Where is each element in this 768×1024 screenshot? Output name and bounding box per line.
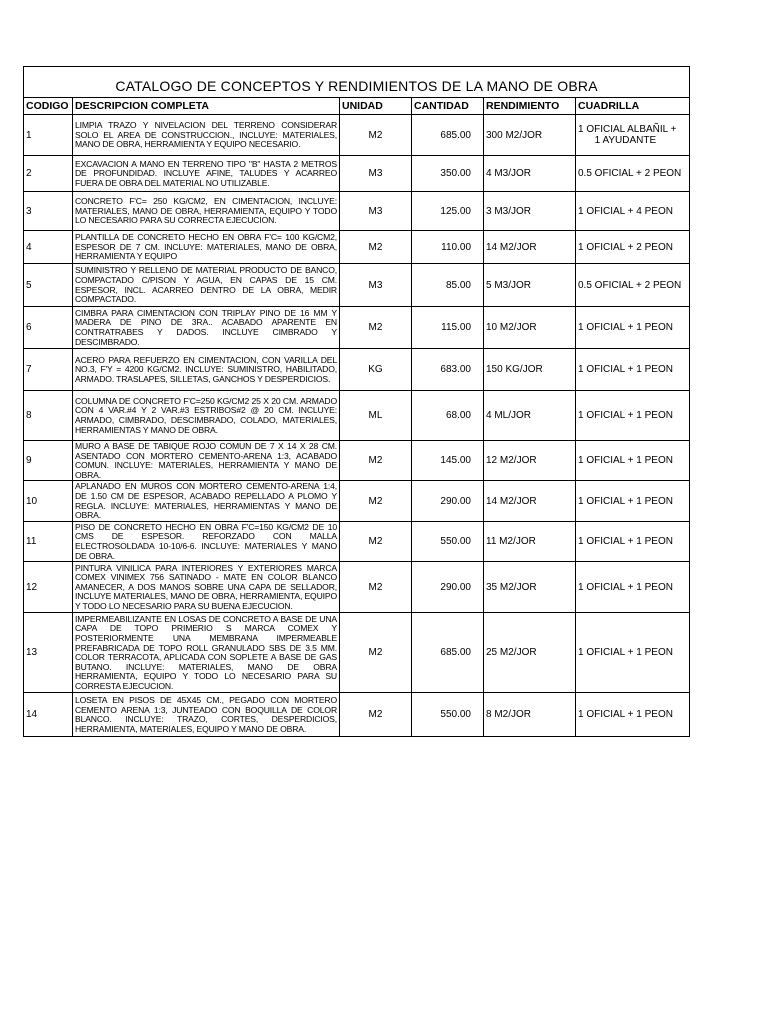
table-row <box>24 264 690 307</box>
table-row <box>24 156 690 192</box>
row-cuadrilla: 0.5 OFICIAL + 2 PEON <box>576 264 690 307</box>
row-rendimiento: 3 M3/JOR <box>484 192 576 231</box>
row-descripcion: APLANADO EN MUROS CON MORTERO CEMENTO-ARENA 1:4, DE 1.50 CM DE ESPESOR, ACABADO REPELLADO A PLOMO Y REGLA. INCLUYE: MATERIALES, HERRAMIENTAS Y MANO DE OBRA. <box>73 481 340 521</box>
row-cuadrilla: 1 OFICIAL + 1 PEON <box>576 613 690 693</box>
row-cantidad: 110.00 <box>412 231 484 264</box>
row-rendimiento: 8 M2/JOR <box>484 693 576 737</box>
row-cuadrilla: 1 OFICIAL + 1 PEON <box>576 349 690 391</box>
row-unidad: M2 <box>340 307 412 349</box>
row-rendimiento: 35 M2/JOR <box>484 562 576 613</box>
row-rendimiento: 4 M3/JOR <box>484 156 576 192</box>
row-unidad: M2 <box>340 481 412 521</box>
row-cuadrilla: 1 OFICIAL + 1 PEON <box>576 481 690 521</box>
header-codigo: CODIGO <box>24 98 73 115</box>
row-cuadrilla: 1 OFICIAL + 4 PEON <box>576 192 690 231</box>
row-descripcion: EXCAVACION A MANO EN TERRENO TIPO "B" HASTA 2 METROS DE PROFUNDIDAD. INCLUYE AFINE, TALUDES Y ACARREO FUERA DE OBRA DEL MATERIAL NO UTILIZABLE. <box>73 156 340 192</box>
table-row <box>24 192 690 231</box>
row-descripcion: ACERO PARA REFUERZO EN CIMENTACION, CON VARILLA DEL NO.3, F'Y = 4200 KG/CM2. INCLUYE: SUMINISTRO, HABILITADO, ARMADO. TRASLAPES, SILLETAS, GANCHOS Y DESPERDICIOS. <box>73 349 340 391</box>
row-cuadrilla: 1 OFICIAL + 1 PEON <box>576 562 690 613</box>
row-rendimiento: 25 M2/JOR <box>484 613 576 693</box>
row-codigo: 3 <box>24 192 73 231</box>
header-cuadrilla: CUADRILLA <box>576 98 690 115</box>
row-unidad: M2 <box>340 562 412 613</box>
row-descripcion: PLANTILLA DE CONCRETO HECHO EN OBRA F'C= 100 KG/CM2, ESPESOR DE 7 CM. INCLUYE: MATERIALES, MANO DE OBRA, HERRAMIENTA Y EQUIPO <box>73 231 340 264</box>
row-cuadrilla: 1 OFICIAL + 1 PEON <box>576 307 690 349</box>
row-codigo: 7 <box>24 349 73 391</box>
row-descripcion: SUMINISTRO Y RELLENO DE MATERIAL PRODUCTO DE BANCO, COMPACTADO C/PISON Y AGUA, EN CAPAS DE 15 CM. ESPESOR, INCL. ACARREO DENTRO DE LA OBRA, MEDIR COMPACTADO. <box>73 264 340 307</box>
row-cantidad: 350.00 <box>412 156 484 192</box>
row-rendimiento: 14 M2/JOR <box>484 231 576 264</box>
header-rendimiento: RENDIMIENTO <box>484 98 576 115</box>
row-codigo: 5 <box>24 264 73 307</box>
table-row <box>24 693 690 737</box>
row-rendimiento: 12 M2/JOR <box>484 441 576 481</box>
header-descripcion: DESCRIPCION COMPLETA <box>73 98 340 115</box>
table-row <box>24 441 690 481</box>
table-row <box>24 613 690 693</box>
catalog-table <box>23 66 690 737</box>
catalog-title: CATALOGO DE CONCEPTOS Y RENDIMIENTOS DE LA MANO DE OBRA <box>24 67 690 98</box>
row-descripcion: CONCRETO F'C= 250 KG/CM2, EN CIMENTACION, INCLUYE: MATERIALES, MANO DE OBRA, HERRAMIENTA, EQUIPO Y TODO LO NECESARIO PARA SU CORRECTA EJECUCION. <box>73 192 340 231</box>
row-cantidad: 290.00 <box>412 481 484 521</box>
row-codigo: 6 <box>24 307 73 349</box>
row-codigo: 1 <box>24 115 73 156</box>
row-unidad: M2 <box>340 613 412 693</box>
row-cuadrilla: 1 OFICIAL + 1 PEON <box>576 693 690 737</box>
row-codigo: 14 <box>24 693 73 737</box>
row-unidad: M3 <box>340 192 412 231</box>
table-row <box>24 481 690 521</box>
row-cuadrilla: 0.5 OFICIAL + 2 PEON <box>576 156 690 192</box>
catalog-sheet <box>23 66 689 737</box>
row-unidad: KG <box>340 349 412 391</box>
table-row <box>24 231 690 264</box>
row-rendimiento: 300 M2/JOR <box>484 115 576 156</box>
row-descripcion: LOSETA EN PISOS DE 45X45 CM., PEGADO CON MORTERO CEMENTO ARENA 1:3, JUNTEADO CON BOQUILLA DE COLOR BLANCO. INCLUYE: TRAZO, CORTES, DESPERDICIOS, HERRAMIENTA, MATERIALES, EQUIPO Y MANO DE OBRA. <box>73 693 340 737</box>
row-codigo: 9 <box>24 441 73 481</box>
row-descripcion: COLUMNA DE CONCRETO F'C=250 KG/CM2 25 X 20 CM. ARMADO CON 4 VAR.#4 Y 2 VAR.#3 ESTRIBOS#2 @ 20 CM. INCLUYE: ARMADO, CIMBRADO, DESCIMBRADO, COLADO, MATERIALES, HERRAMIENTAS Y MANO DE OBRA. <box>73 391 340 441</box>
row-descripcion: IMPERMEABILIZANTE EN LOSAS DE CONCRETO A BASE DE UNA CAPA DE TOPO PRIMERIO S MARCA COMEX Y POSTERIORMENTE UNA MEMBRANA IMPERMEABLE PREFABRICADA DE TOPO ROLL GRANULADO SBS DE 3.5 MM. COLOR TERRACOTA, APLICADA CON SOPLETE A BASE DE GAS BUTANO. INCLUYE: MATERIALES, MANO DE OBRA HERRAMIENTA, EQUIPO Y TODO LO NECESARIO PARA SU CORRESTA EJECUCION. <box>73 613 340 693</box>
row-cantidad: 115.00 <box>412 307 484 349</box>
row-unidad: M3 <box>340 264 412 307</box>
title-row <box>24 67 690 98</box>
row-rendimiento: 11 M2/JOR <box>484 521 576 561</box>
row-unidad: M2 <box>340 441 412 481</box>
header-unidad: UNIDAD <box>340 98 412 115</box>
row-cuadrilla: 1 OFICIAL ALBAÑIL + 1 AYUDANTE <box>576 115 690 156</box>
row-unidad: M3 <box>340 156 412 192</box>
table-row <box>24 521 690 561</box>
row-cantidad: 685.00 <box>412 613 484 693</box>
table-row <box>24 307 690 349</box>
row-codigo: 13 <box>24 613 73 693</box>
row-cantidad: 145.00 <box>412 441 484 481</box>
row-cantidad: 125.00 <box>412 192 484 231</box>
table-row <box>24 562 690 613</box>
row-unidad: M2 <box>340 693 412 737</box>
row-cantidad: 685.00 <box>412 115 484 156</box>
row-descripcion: PINTURA VINILICA PARA INTERIORES Y EXTERIORES MARCA COMEX VINIMEX 756 SATINADO - MATE EN COLOR BLANCO AMANECER, A DOS MANOS SOBRE UNA CAPA DE SELLADOR, INCLUYE MATERIALES, MANO DE OBRA, HERRAMIENTA, EQUIPO Y TODO LO NECESARIO PARA SU BUENA EJECUCION. <box>73 562 340 613</box>
row-codigo: 11 <box>24 521 73 561</box>
row-codigo: 10 <box>24 481 73 521</box>
header-cantidad: CANTIDAD <box>412 98 484 115</box>
row-rendimiento: 14 M2/JOR <box>484 481 576 521</box>
row-codigo: 4 <box>24 231 73 264</box>
row-rendimiento: 150 KG/JOR <box>484 349 576 391</box>
row-rendimiento: 10 M2/JOR <box>484 307 576 349</box>
row-cantidad: 290.00 <box>412 562 484 613</box>
row-cuadrilla: 1 OFICIAL + 1 PEON <box>576 441 690 481</box>
row-cantidad: 683.00 <box>412 349 484 391</box>
row-descripcion: LIMPIA TRAZO Y NIVELACION DEL TERRENO CONSIDERAR SOLO EL AREA DE CONSTRUCCION., INCLUYE: MATERIALES, MANO DE OBRA, HERRAMIENTA Y EQUIPO NECESARIO. <box>73 115 340 156</box>
row-cuadrilla: 1 OFICIAL + 2 PEON <box>576 231 690 264</box>
row-rendimiento: 5 M3/JOR <box>484 264 576 307</box>
row-cuadrilla: 1 OFICIAL + 1 PEON <box>576 391 690 441</box>
table-row <box>24 349 690 391</box>
row-descripcion: PISO DE CONCRETO HECHO EN OBRA F'C=150 KG/CM2 DE 10 CMS DE ESPESOR. REFORZADO CON MALLA ELECTROSOLDADA 10-10/6-6. INCLUYE: MATERIALES Y MANO DE OBRA. <box>73 521 340 561</box>
row-descripcion: CIMBRA PARA CIMENTACION CON TRIPLAY PINO DE 16 MM Y MADERA DE PINO DE 3RA.. ACABADO APARENTE EN CONTRATRABES Y DADOS. INCLUYE CIMBRADO Y DESCIMBRADO. <box>73 307 340 349</box>
row-cantidad: 550.00 <box>412 693 484 737</box>
table-row <box>24 391 690 441</box>
row-unidad: M2 <box>340 231 412 264</box>
table-row <box>24 115 690 156</box>
row-cuadrilla: 1 OFICIAL + 1 PEON <box>576 521 690 561</box>
row-unidad: M2 <box>340 115 412 156</box>
row-cantidad: 550.00 <box>412 521 484 561</box>
row-descripcion: MURO A BASE DE TABIQUE ROJO COMUN DE 7 X 14 X 28 CM. ASENTADO CON MORTERO CEMENTO-ARENA 1:3, ACABADO COMUN. INCLUYE: MATERIALES, HERRAMIENTA Y MANO DE OBRA. <box>73 441 340 481</box>
header-row <box>24 98 690 115</box>
row-rendimiento: 4 ML/JOR <box>484 391 576 441</box>
row-codigo: 12 <box>24 562 73 613</box>
row-unidad: ML <box>340 391 412 441</box>
row-cantidad: 68.00 <box>412 391 484 441</box>
row-cantidad: 85.00 <box>412 264 484 307</box>
row-codigo: 8 <box>24 391 73 441</box>
row-codigo: 2 <box>24 156 73 192</box>
row-unidad: M2 <box>340 521 412 561</box>
